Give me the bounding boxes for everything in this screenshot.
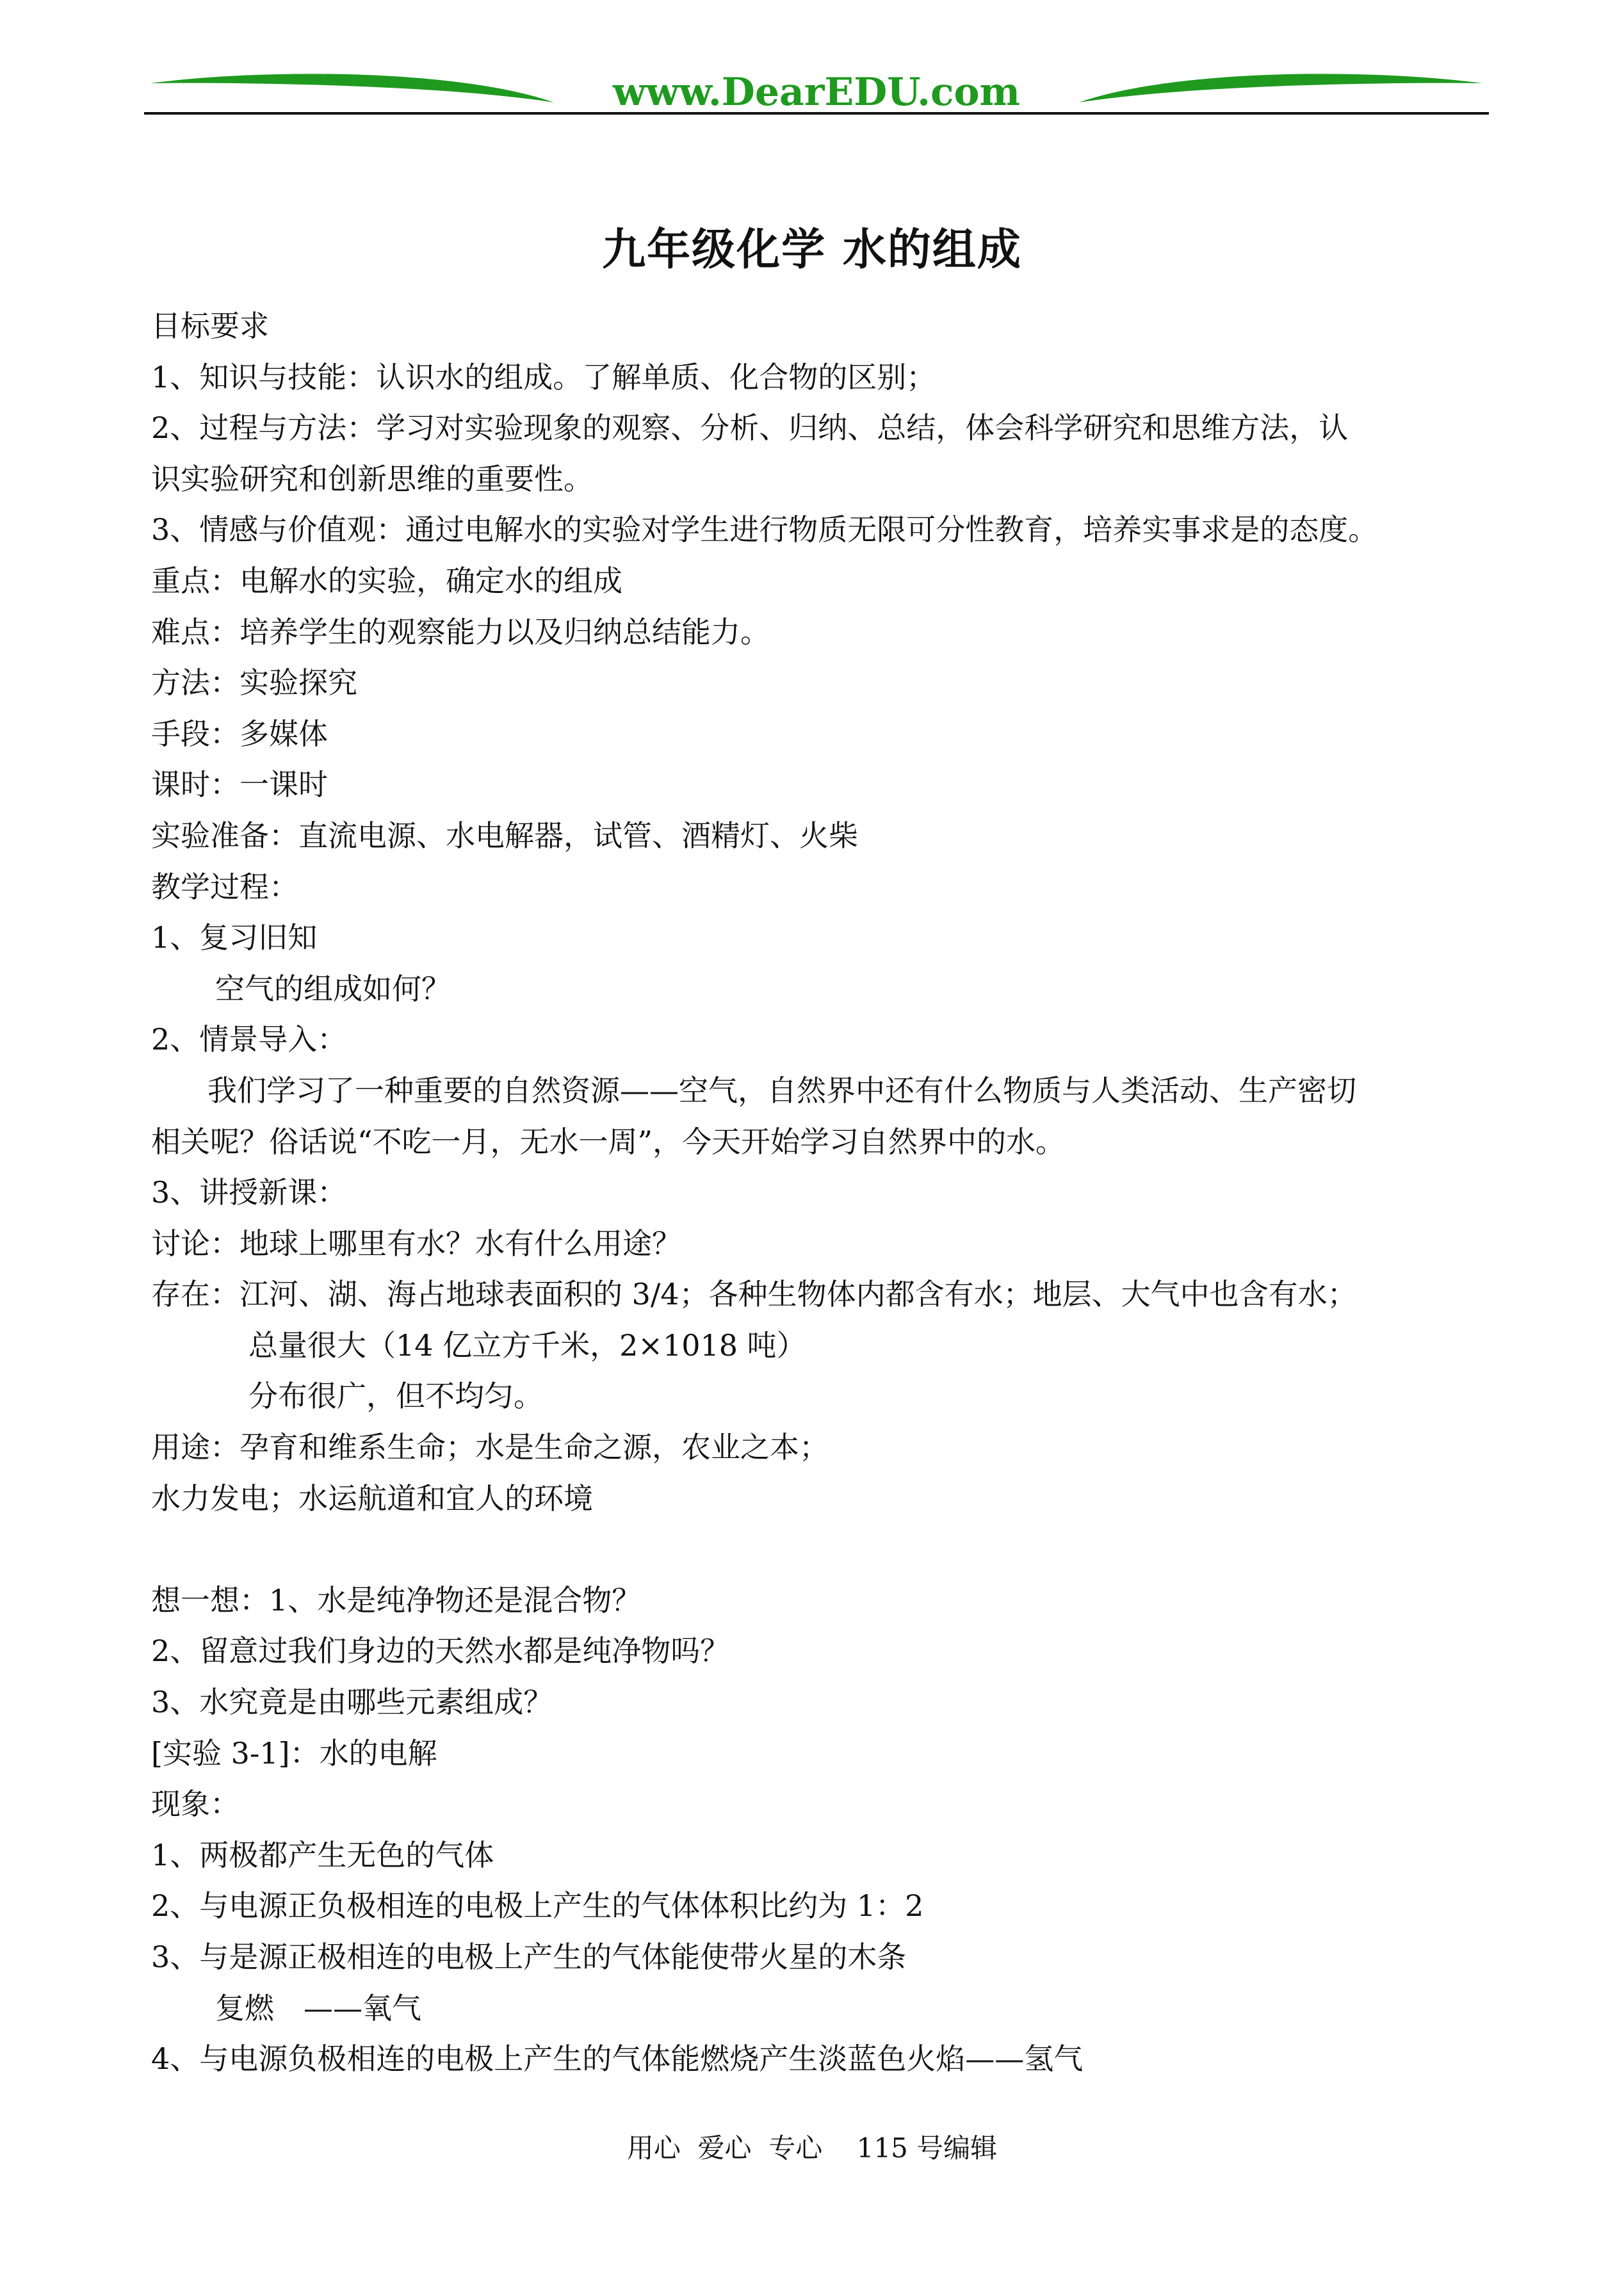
text-line: 实验准备：直流电源、水电解器，试管、酒精灯、火柴 (151, 818, 858, 853)
text-line: 3、讲授新课： (151, 1175, 347, 1210)
text-line: 手段：多媒体 (151, 716, 328, 751)
site-header-banner (144, 64, 1489, 128)
right-leaf-shape (1079, 74, 1482, 102)
left-leaf-shape (150, 74, 554, 102)
text-line: 4、与电源负极相连的电极上产生的气体能燃烧产生淡蓝色火焰——氢气 (151, 2041, 1084, 2077)
text-line: 复燃 ——氧气 (215, 1990, 421, 2025)
page-title: 九年级化学 水的组成 (602, 224, 1022, 275)
text-line: 用途：孕育和维系生命；水是生命之源，农业之本； (151, 1430, 829, 1465)
text-line: 分布很广，但不均匀。 (248, 1379, 543, 1414)
text-line: 方法：实验探究 (151, 665, 357, 701)
text-line: 想一想：1、水是纯净物还是混合物？ (151, 1582, 642, 1618)
text-line: 1、两极都产生无色的气体 (151, 1837, 494, 1872)
section-heading: 目标要求 (151, 309, 269, 343)
document-body (151, 301, 1490, 2085)
text-line: 存在：江河、湖、海占地球表面积的 3/4；各种生物体内都含有水；地层、大气中也含有水； (151, 1277, 1357, 1312)
text-line: 2、留意过我们身边的天然水都是纯净物吗？ (151, 1634, 730, 1669)
blank-line (151, 1524, 1490, 1575)
text-line: 1、知识与技能：认识水的组成。了解单质、化合物的区别； (151, 359, 936, 394)
text-line: 相关呢？俗话说“不吃一月，无水一周”，今天开始学习自然界中的水。 (151, 1124, 1066, 1159)
text-line: 总量很大（14 亿立方千米，2×1018 吨） (248, 1327, 806, 1363)
text-line: 识实验研究和创新思维的重要性。 (151, 461, 593, 496)
text-line: 难点：培养学生的观察能力以及归纳总结能力。 (151, 614, 770, 649)
text-line: 课时：一课时 (151, 767, 328, 802)
text-line: 水力发电；水运航道和宜人的环境 (151, 1480, 593, 1516)
section-heading: 教学过程： (151, 869, 298, 904)
site-logo-text: www.DearEDU.com (612, 70, 1021, 115)
text-line: 2、情景导入： (151, 1022, 347, 1057)
page-footer: 用心 爱心 专心 115 号编辑 (626, 2132, 998, 2164)
text-line: 3、情感与价值观：通过电解水的实验对学生进行物质无限可分性教育，培养实事求是的态度。 (151, 512, 1378, 547)
text-line: 1、复习旧知 (151, 920, 318, 955)
leaf-swoosh-logo (144, 64, 1489, 128)
text-line: 讨论：地球上哪里有水？水有什么用途？ (151, 1226, 681, 1261)
text-line: [实验 3-1]：水的电解 (151, 1735, 437, 1771)
text-line: 空气的组成如何？ (215, 971, 451, 1006)
text-line: 3、与是源正极相连的电极上产生的气体能使带火星的木条 (151, 1940, 907, 1974)
text-line: 2、与电源正负极相连的电极上产生的气体体积比约为 1：2 (151, 1888, 924, 1924)
text-line: 现象： (151, 1787, 240, 1822)
text-line: 重点：电解水的实验，确定水的组成 (151, 563, 622, 598)
text-line: 我们学习了一种重要的自然资源——空气，自然界中还有什么物质与人类活动、生产密切 (207, 1073, 1356, 1108)
text-line: 3、水究竟是由哪些元素组成？ (151, 1685, 553, 1720)
text-line: 2、过程与方法：学习对实验现象的观察、分析、归纳、总结，体会科学研究和思维方法，认 (151, 410, 1349, 446)
